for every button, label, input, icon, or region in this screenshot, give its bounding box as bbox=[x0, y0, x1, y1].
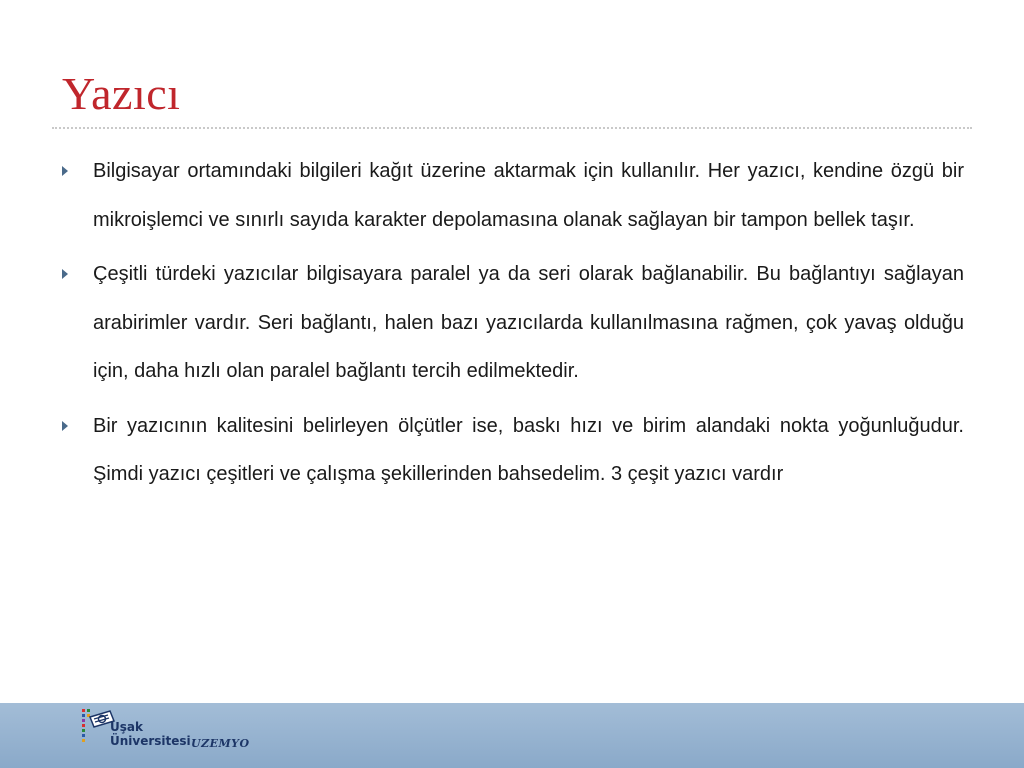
logo-line-2: Üniversitesi bbox=[110, 734, 191, 748]
title-divider bbox=[52, 127, 972, 129]
bullet-list bbox=[62, 147, 964, 505]
logo-unit-name: UZEMYO bbox=[191, 737, 250, 750]
university-logo bbox=[80, 707, 250, 763]
slide-title: Yazıcı bbox=[62, 68, 181, 119]
bullet-text: Çeşitli türdeki yazıcılar bilgisayara paralel ya da seri olarak bağlanabilir. Bu bağlantıyı sağlayan arabirimler vardır. Seri bağlantı, halen bazı yazıcılarda kullanılmasına rağmen, çok yavaş olduğu için, daha hızlı olan paralel bağlantı tercih edilmektedir. bbox=[93, 263, 964, 382]
bullet-item bbox=[62, 250, 964, 396]
logo-wordmark bbox=[110, 720, 191, 748]
bullet-item bbox=[62, 402, 964, 499]
logo-line-1: Uşak bbox=[110, 720, 143, 734]
triangle-bullet-icon bbox=[62, 421, 68, 431]
bullet-text: Bir yazıcının kalitesini belirleyen ölçütler ise, baskı hızı ve birim alandaki nokta yoğunluğudur. Şimdi yazıcı çeşitleri ve çalışma şekillerinden bahsedelim. 3 çeşit yazıcı vardır bbox=[93, 414, 964, 485]
triangle-bullet-icon bbox=[62, 269, 68, 279]
bullet-text: Bilgisayar ortamındaki bilgileri kağıt üzerine aktarmak için kullanılır. Her yazıcı, kendine özgü bir mikroişlemci ve sınırlı sayıda karakter depolamasına olanak sağlayan bir tampon bellek taşır. bbox=[93, 160, 964, 231]
triangle-bullet-icon bbox=[62, 166, 68, 176]
bullet-item bbox=[62, 147, 964, 244]
